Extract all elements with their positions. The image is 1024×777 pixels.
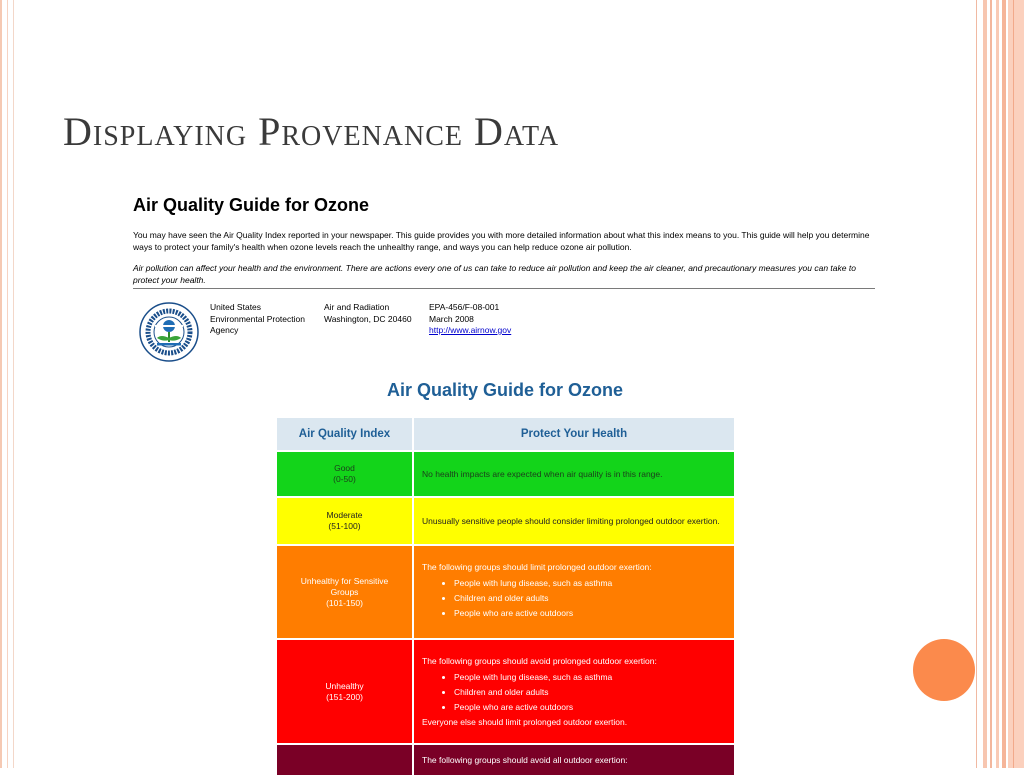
publication-date: March 2008 (429, 313, 474, 324)
slide-title: Displaying Provenance Data (63, 109, 560, 154)
list-item: • People who are active outdoors (454, 702, 726, 713)
publication-info (429, 302, 511, 337)
table-row-moderate (276, 497, 735, 545)
category-range: (0-50) (333, 474, 356, 484)
list-item: • People with lung disease, such as asthma (454, 578, 726, 589)
category-name: Groups (330, 586, 359, 597)
category-name: Unhealthy for Sensitive (300, 575, 389, 586)
table-row-very-unhealthy (276, 744, 735, 776)
right-border-stripe (1008, 0, 1024, 768)
category-range: (101-150) (326, 597, 363, 608)
list-item: • People with lung disease, such as asthma (454, 672, 726, 683)
right-border-stripe (996, 0, 999, 768)
health-advice: No health impacts are expected when air quality is in this range. (413, 451, 735, 497)
column-header-index: Air Quality Index (276, 417, 413, 451)
aqi-category (276, 497, 413, 545)
aqi-category (276, 451, 413, 497)
aqi-category (276, 639, 413, 744)
agency-line: Agency (210, 325, 239, 335)
list-item: • People who are active outdoors (454, 608, 726, 619)
guide-title: Air Quality Guide for Ozone (386, 380, 624, 400)
office-line: Air and Radiation (324, 302, 390, 312)
table-row-good (276, 451, 735, 497)
advice-list (422, 578, 726, 619)
category-name: Good (334, 463, 355, 473)
agency-name (210, 302, 305, 337)
table-row-unhealthy (276, 639, 735, 744)
table-row-sensitive (276, 545, 735, 639)
advice-lead: The following groups should avoid prolonged outdoor exertion: (422, 655, 657, 666)
health-advice (413, 639, 735, 744)
aqi-category (276, 744, 413, 776)
right-border-stripe (990, 0, 992, 768)
right-border-stripe (1013, 0, 1014, 768)
document-title: Air Quality Guide for Ozone (133, 195, 370, 215)
advice-tail: Everyone else should limit prolonged outdoor exertion. (422, 716, 628, 727)
advice-list (422, 672, 726, 713)
airnow-link[interactable]: http://www.airnow.gov (429, 325, 512, 335)
list-item: • Children and older adults (454, 687, 726, 698)
list-item: • Children and older adults (454, 593, 726, 604)
table-header-row (276, 417, 735, 451)
advice-lead: The following groups should limit prolonged outdoor exertion: (422, 561, 652, 572)
category-name: Moderate (326, 510, 363, 520)
category-range: (51-100) (328, 521, 361, 531)
right-border-stripe (1002, 0, 1006, 768)
health-advice: Unusually sensitive people should consider limiting prolonged outdoor exertion. (413, 497, 735, 545)
health-advice: The following groups should avoid all outdoor exertion: (413, 744, 735, 776)
aqi-category (276, 545, 413, 639)
left-border-stripe (0, 0, 2, 768)
document-intro: You may have seen the Air Quality Index reported in your newspaper. This guide provides you with more detailed information about what this index means to you. This guide will help you determine ways to protect your family's health when ozone levels reach the unhealthy range, and ways you can help reduce ozone air pollution. (133, 230, 870, 252)
office-line: Washington, DC 20460 (324, 313, 412, 324)
health-advice (413, 545, 735, 639)
air-quality-table (275, 416, 736, 777)
left-border-stripe (13, 0, 14, 768)
agency-line: Environmental Protection (210, 313, 305, 324)
right-border-stripe (976, 0, 977, 768)
agency-line: United States (210, 302, 262, 312)
document-intro-italic: Air pollution can affect your health and the environment. There are actions every one of us can take to reduce air pollution and keep the air cleaner, and precautionary measures you can take to protect your health. (133, 263, 856, 285)
doc-number: EPA-456/F-08-001 (429, 302, 500, 312)
left-border-stripe (7, 0, 8, 768)
epa-seal-icon (139, 302, 199, 362)
decorative-circle (913, 639, 975, 701)
divider (133, 288, 875, 289)
category-name: Unhealthy (325, 680, 364, 691)
column-header-health: Protect Your Health (413, 417, 735, 451)
office-address (324, 302, 412, 325)
category-range: (151-200) (326, 691, 363, 702)
right-border-stripe (983, 0, 987, 768)
